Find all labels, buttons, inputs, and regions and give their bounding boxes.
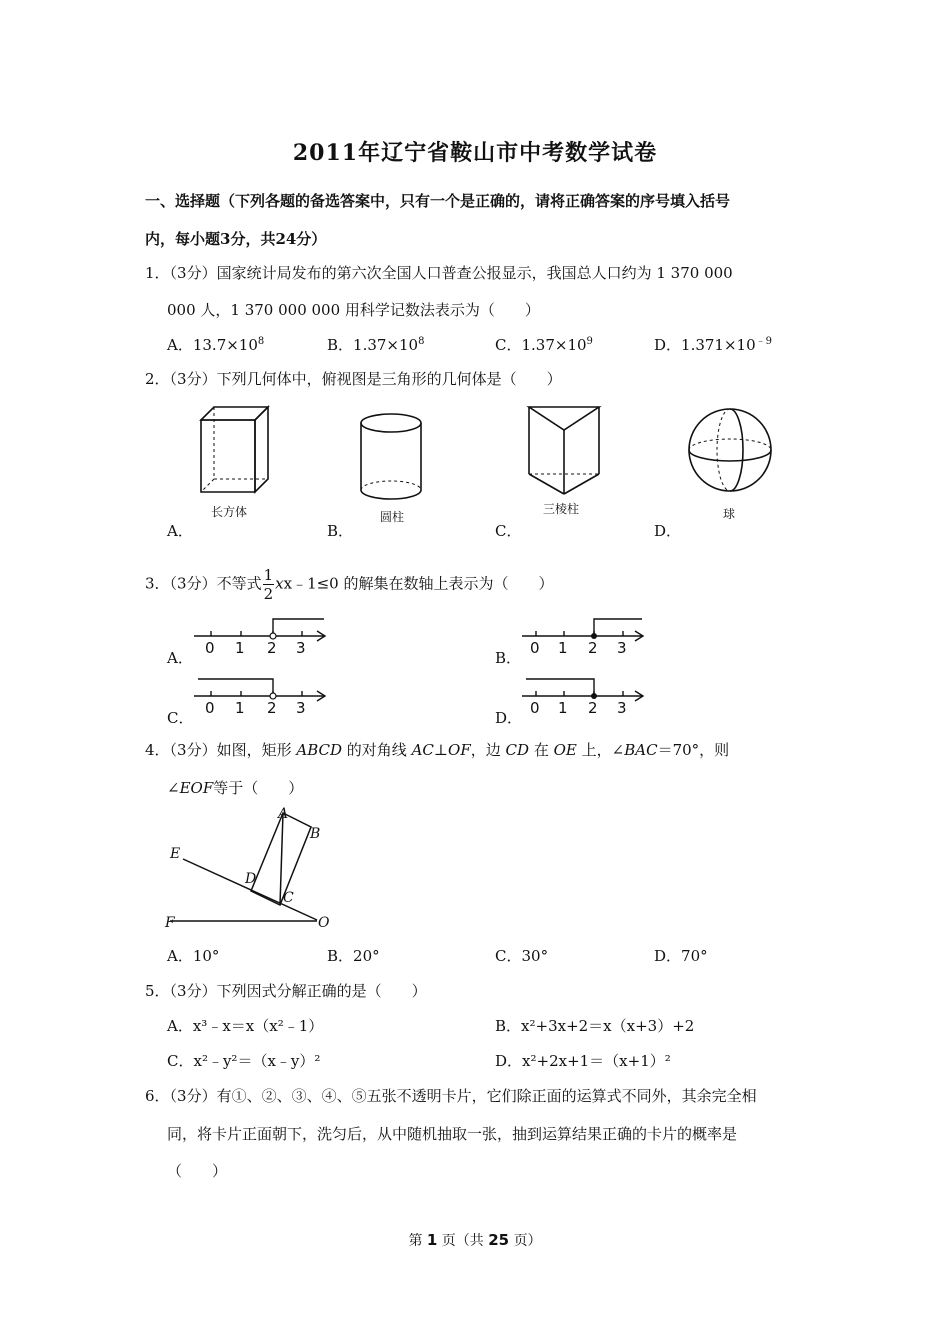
tick-label: 2 bbox=[588, 639, 598, 657]
q1-option-b: B．$1.37\times 10^8$ bbox=[327, 336, 425, 354]
q4-option-a: A．10° bbox=[167, 947, 220, 965]
fraction-one-half: $\frac{1}{2}$ bbox=[263, 566, 274, 603]
tick-label: 0 bbox=[530, 699, 540, 717]
q1-option-a: A．$13.7\times 10^8$ bbox=[167, 336, 265, 354]
section-header-line1: 一、选择题（下列各题的备选答案中，只有一个是正确的，请将正确答案的序号填入括号 bbox=[145, 192, 731, 210]
point-label-c: C bbox=[283, 890, 294, 906]
tick-label: 3 bbox=[296, 699, 306, 717]
q2-option-b: B． bbox=[327, 522, 354, 540]
q5-option-a: A．x³﹣x＝x（x²﹣1） bbox=[167, 1017, 324, 1035]
point-label-d: D bbox=[245, 871, 257, 887]
tick-label: 2 bbox=[588, 699, 598, 717]
number-line-d bbox=[522, 674, 647, 719]
prism-caption: 三棱柱 bbox=[543, 502, 580, 516]
tick-label: 1 bbox=[235, 699, 245, 717]
point-label-f: F bbox=[165, 915, 175, 931]
tick-label: 1 bbox=[235, 639, 245, 657]
number-line-b bbox=[522, 614, 647, 659]
q3-option-c: C． bbox=[167, 709, 194, 727]
point-label-a: A bbox=[278, 806, 289, 822]
q4-stem-line1: 4．（3分）如图，矩形 ABCD 的对角线 AC⊥OF，边 CD 在 OE 上，∠BAC＝70°，则 bbox=[145, 741, 730, 759]
tick-label: 1 bbox=[558, 699, 568, 717]
point-label-b: B bbox=[310, 826, 321, 842]
q3-option-a: A． bbox=[167, 649, 193, 667]
tick-label: 0 bbox=[205, 639, 215, 657]
triangular-prism-figure bbox=[526, 404, 602, 496]
q2-option-d: D． bbox=[654, 522, 682, 540]
q5-option-b: B．x²+3x+2＝x（x+3）+2 bbox=[495, 1017, 695, 1035]
q3-option-d: D． bbox=[495, 709, 523, 727]
cuboid-figure bbox=[198, 404, 273, 496]
section-header-line2: 内，每小题3分，共24分） bbox=[145, 230, 327, 248]
q1-option-d: D．$1.371\times 10^{﹣9}$ bbox=[654, 336, 773, 354]
q2-stem: 2．（3分）下列几何体中，俯视图是三角形的几何体是（ ） bbox=[145, 370, 562, 388]
q3-stem: 3．（3分）不等式 $\frac{1}{2}$ xx﹣1≤0 的解集在数轴上表示为（ ） bbox=[145, 566, 554, 603]
tick-label: 0 bbox=[530, 639, 540, 657]
q4-option-d: D．70° bbox=[654, 947, 708, 965]
q5-stem: 5．（3分）下列因式分解正确的是（ ） bbox=[145, 982, 427, 1000]
cylinder-caption: 圆柱 bbox=[380, 510, 405, 524]
q5-option-c: C．x²﹣y²＝（x﹣y）² bbox=[167, 1052, 321, 1070]
point-label-o: O bbox=[318, 915, 330, 931]
tick-label: 3 bbox=[296, 639, 306, 657]
tick-label: 2 bbox=[267, 639, 277, 657]
cylinder-figure bbox=[358, 412, 424, 502]
q2-option-a: A． bbox=[167, 522, 193, 540]
tick-label: 1 bbox=[558, 639, 568, 657]
q4-stem-line2: ∠EOF等于（ ） bbox=[167, 779, 304, 797]
q6-stem-line2: 同，将卡片正面朝下，洗匀后，从中随机抽取一张，抽到运算结果正确的卡片的概率是 bbox=[167, 1125, 738, 1143]
page-title: 2011年辽宁省鞍山市中考数学试卷 bbox=[292, 140, 658, 166]
q1-stem-line2: 000 人，1 370 000 000 用科学记数法表示为（ ） bbox=[167, 301, 540, 319]
tick-label: 0 bbox=[205, 699, 215, 717]
q6-stem-line3: （ ） bbox=[167, 1162, 228, 1180]
cuboid-caption: 长方体 bbox=[211, 505, 248, 519]
point-label-e: E bbox=[170, 846, 181, 862]
sphere-figure bbox=[686, 406, 774, 494]
q2-option-c: C． bbox=[495, 522, 522, 540]
page-footer: 第 1 页（共 25 页） bbox=[408, 1231, 542, 1249]
tick-label: 2 bbox=[267, 699, 277, 717]
q3-option-b: B． bbox=[495, 649, 522, 667]
q1-stem-line1: 1．（3分）国家统计局发布的第六次全国人口普查公报显示，我国总人口约为 1 370 000 bbox=[145, 264, 733, 282]
q6-stem-line1: 6．（3分）有①、②、③、④、⑤五张不透明卡片，它们除正面的运算式不同外，其余完全相 bbox=[145, 1087, 757, 1105]
tick-label: 3 bbox=[617, 639, 627, 657]
q5-option-d: D．x²+2x+1＝（x+1）² bbox=[495, 1052, 671, 1070]
q1-option-c: C．$1.37\times 10^9$ bbox=[495, 336, 593, 354]
tick-label: 3 bbox=[617, 699, 627, 717]
sphere-caption: 球 bbox=[723, 507, 736, 521]
q4-option-b: B．20° bbox=[327, 947, 380, 965]
q4-option-c: C．30° bbox=[495, 947, 549, 965]
